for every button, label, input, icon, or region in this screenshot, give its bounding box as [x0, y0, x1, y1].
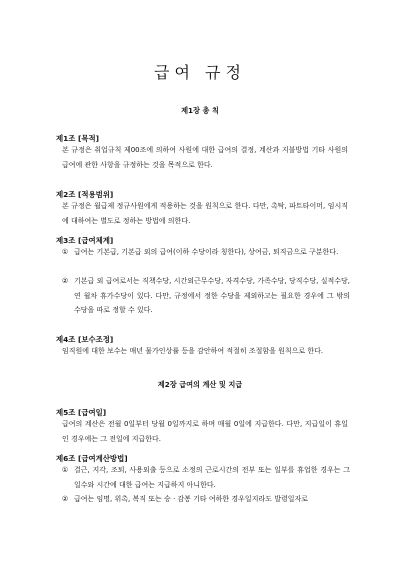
item-text: 급여는 임명, 위촉, 복직 또는 승 · 감봉 기타 여하한 경우일지라도 발령일자로: [74, 495, 309, 503]
item-text: 결근, 지각, 조퇴, 사용외출 등으로 소정의 근로시간의 전부 또는 일부를 휴업한 경우는 그 일수와 시간에 대한 급여는 지급하지 아니한다.: [74, 466, 350, 489]
article-4-text: 임직원에 대한 보수는 매년 물가인상률 등을 감안하여 적절히 조절함을 원칙으로 한다.: [62, 347, 324, 355]
document-title: 급여 규정: [154, 63, 246, 82]
item-text: 기본급 외 급여로서는 직책수당, 시간외근무수당, 자격수당, 가족수당, 당직수당, 실적수당, 연 월차 휴가수당이 있다. 다만, 규정에서 정한 수당을 제외하고는 필요한 경우에 그 밖의 수당을 따로 정할 수 있다.: [74, 277, 350, 314]
article-5-text: 급여의 계산은 전월 0일부터 당월 0일까지로 하며 매월 0일에 지급한다. 다만, 지급일이 휴일인 경우에는 그 전일에 지급한다.: [62, 420, 348, 443]
article-4-heading: 제4조 [보수조정]: [56, 335, 114, 344]
article-2-heading: 제2조 [적용범위]: [56, 190, 114, 199]
item-text: 급여는 기본급, 기본급 외의 급여(이하 수당이라 칭한다), 상여금, 퇴직금으로 구분한다.: [74, 248, 339, 256]
chapter-1-heading: 제1장 총 칙: [181, 106, 219, 115]
item-number: ②: [61, 495, 69, 503]
article-1-text: 본 규정은 취업규칙 제00조에 의하여 사원에 대한 급여의 결정, 계산과 지불방법 기타 사원의 급여에 관한 사항을 규정하는 것을 목적으로 한다.: [62, 146, 348, 169]
item-number: ①: [61, 248, 69, 256]
article-2-text: 본 규정은 월급제 정규사원에게 적용하는 것을 원칙으로 한다. 다만, 촉탁, 파트타이머, 임시직에 대하여는 별도로 정하는 방법에 의한다.: [62, 202, 348, 225]
article-1-heading: 제1조 [목적]: [56, 134, 100, 143]
article-3-heading: 제3조 [급여체계]: [56, 236, 114, 245]
article-6-heading: 제6조 [급여계산방법]: [56, 454, 128, 463]
article-5-heading: 제5조 [급여일]: [56, 408, 107, 417]
item-number: ②: [61, 277, 69, 285]
item-number: ①: [61, 466, 69, 474]
chapter-2-heading: 제2장 급여의 계산 및 지급: [157, 380, 243, 389]
